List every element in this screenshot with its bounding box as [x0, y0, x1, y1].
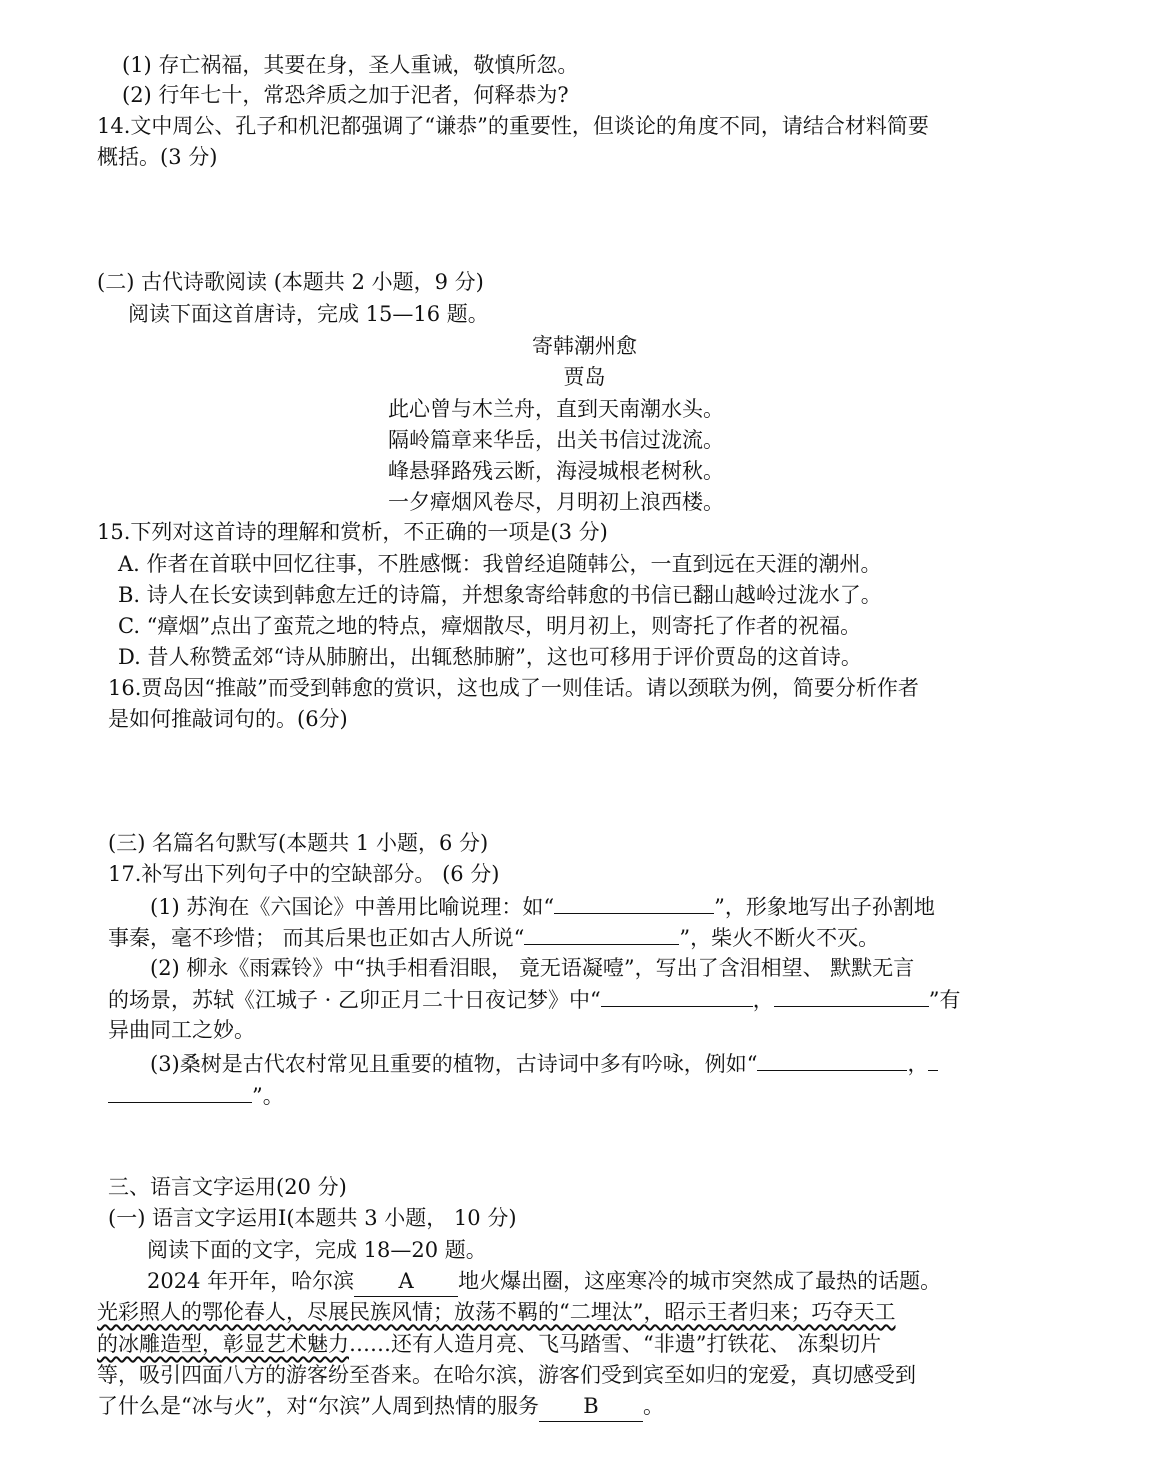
- q16-stem-line-2: 是如何推敲词句的。(6分): [108, 707, 348, 731]
- q17-item-1-line-2: [108, 922, 879, 953]
- poem-line-4: 一夕瘴烟风卷尽，月明初上浪西楼。: [388, 490, 724, 514]
- q17-item-3-line-1: [150, 1048, 938, 1079]
- passage-line-1: [147, 1266, 941, 1297]
- q17-item-1-line-1: [150, 891, 935, 922]
- passage-text-3-underlined: 的冰雕造型，彰显艺术魅力: [97, 1332, 349, 1356]
- q14-stem-line-1: 14.文中周公、孔子和机汜都强调了“谦恭”的重要性，但谈论的角度不同，请结合材料简要: [97, 114, 929, 138]
- q15-option-d: D. 昔人称赞孟郊“诗从肺腑出，出辄愁肺腑”，这也可移用于评价贾岛的这首诗。: [118, 645, 862, 669]
- q14-stem-line-2: 概括。(3 分): [97, 145, 218, 169]
- poetry-instruction: 阅读下面这首唐诗，完成 15—16 题。: [128, 302, 489, 326]
- q17-stem: 17.补写出下列句子中的空缺部分。 (6 分): [108, 862, 500, 886]
- poem-author: 贾岛: [563, 365, 606, 389]
- language-instruction: 阅读下面的文字，完成 18—20 题。: [147, 1238, 487, 1262]
- q17-blank-2[interactable]: [524, 922, 679, 945]
- q17-blank-4[interactable]: [774, 984, 929, 1007]
- passage-line-3: [97, 1329, 881, 1359]
- passage-text-1a: 2024 年开年，哈尔滨: [147, 1269, 355, 1293]
- poem-line-3: 峰悬驿路残云断，海浸城根老树秋。: [388, 459, 724, 483]
- dictation-section-heading: (三) 名篇名句默写(本题共 1 小题，6 分): [108, 831, 489, 855]
- q17-item-1-text-a: (1) 苏洵在《六国论》中善用比喻说理：如“: [150, 895, 555, 919]
- q17-item-1-text-c: 事秦，毫不珍惜； 而其后果也正如古人所说“: [108, 926, 525, 950]
- language-subsection-heading: (一) 语言文字运用Ⅰ(本题共 3 小题， 10 分): [108, 1206, 517, 1230]
- poem-title: 寄韩潮州愈: [532, 334, 637, 358]
- passage-blank-a[interactable]: A: [354, 1266, 458, 1297]
- q17-item-2-comma: ，: [752, 988, 774, 1012]
- passage-text-5b: 。: [642, 1394, 664, 1418]
- q17-item-1-text-d: ”，柴火不断火不灭。: [679, 926, 880, 950]
- q17-item-3-comma: ，: [907, 1052, 929, 1076]
- q15-option-b: B. 诗人在长安读到韩愈左迁的诗篇，并想象寄给韩愈的书信已翻山越岭过泷水了。: [118, 583, 882, 607]
- passage-line-2-underlined: 光彩照人的鄂伦春人，尽展民族风情；放荡不羁的“二埋汰”，昭示王者归来；巧夺天工: [97, 1300, 896, 1324]
- q17-blank-3[interactable]: [601, 984, 753, 1007]
- q17-blank-6[interactable]: [108, 1080, 252, 1103]
- q13-sentence-2: (2) 行年七十，常恐斧质之加于汜者，何释恭为?: [122, 83, 569, 107]
- q15-stem: 15.下列对这首诗的理解和赏析，不正确的一项是(3 分): [97, 520, 608, 544]
- q15-option-c: C. “瘴烟”点出了蛮荒之地的特点，瘴烟散尽，明月初上，则寄托了作者的祝福。: [118, 614, 862, 638]
- q17-item-2-line-1: (2) 柳永《雨霖铃》中“执手相看泪眼， 竟无语凝噎”，写出了含泪相望、 默默无言: [150, 956, 915, 980]
- language-section-title: 三、语言文字运用(20 分): [108, 1175, 347, 1199]
- q17-item-2-line-3: 异曲同工之妙。: [108, 1018, 255, 1042]
- q17-item-3-line-2: [108, 1080, 284, 1111]
- q17-blank-1[interactable]: [554, 891, 714, 914]
- passage-text-5a: 了什么是“冰与火”，对“尔滨”人周到热情的服务: [97, 1394, 539, 1418]
- q17-item-2-line-2: [108, 984, 961, 1015]
- q15-option-a: A. 作者在首联中回忆往事，不胜感慨：我曾经追随韩公，一直到远在天涯的潮州。: [118, 552, 882, 576]
- q17-item-3-text-b: ”。: [252, 1084, 284, 1108]
- q17-blank-6-start[interactable]: [928, 1048, 938, 1071]
- poem-line-2: 隔岭篇章来华岳，出关书信过泷流。: [388, 428, 724, 452]
- passage-blank-b[interactable]: B: [539, 1391, 643, 1422]
- passage-line-5: [97, 1391, 664, 1422]
- q17-blank-5[interactable]: [757, 1048, 907, 1071]
- q17-item-2-text-a: 的场景，苏轼《江城子 · 乙卯正月二十日夜记梦》中“: [108, 988, 601, 1012]
- q16-stem-line-1: 16.贾岛因“推敲”而受到韩愈的赏识，这也成了一则佳话。请以颈联为例，简要分析作者: [108, 676, 919, 700]
- q13-sentence-1: (1) 存亡祸福，其要在身，圣人重诫，敬慎所忽。: [122, 53, 579, 77]
- poetry-section-heading: (二) 古代诗歌阅读 (本题共 2 小题，9 分): [97, 270, 484, 294]
- poem-line-1: 此心曾与木兰舟，直到天南潮水头。: [388, 397, 724, 421]
- passage-text-1b: 地火爆出圈，这座寒冷的城市突然成了最热的话题。: [458, 1269, 942, 1293]
- q17-item-1-text-b: ”，形象地写出子孙割地: [714, 895, 935, 919]
- q17-item-3-text-a: (3)桑树是古代农村常见且重要的植物，古诗词中多有吟咏，例如“: [150, 1052, 758, 1076]
- q17-item-2-text-b: ”有: [928, 988, 961, 1012]
- passage-line-4: 等，吸引四面八方的游客纷至沓来。在哈尔滨，游客们受到宾至如归的宠爱，真切感受到: [97, 1363, 916, 1387]
- passage-text-3-rest: ……还有人造月亮、飞马踏雪、“非遗”打铁花、 冻梨切片: [349, 1332, 882, 1356]
